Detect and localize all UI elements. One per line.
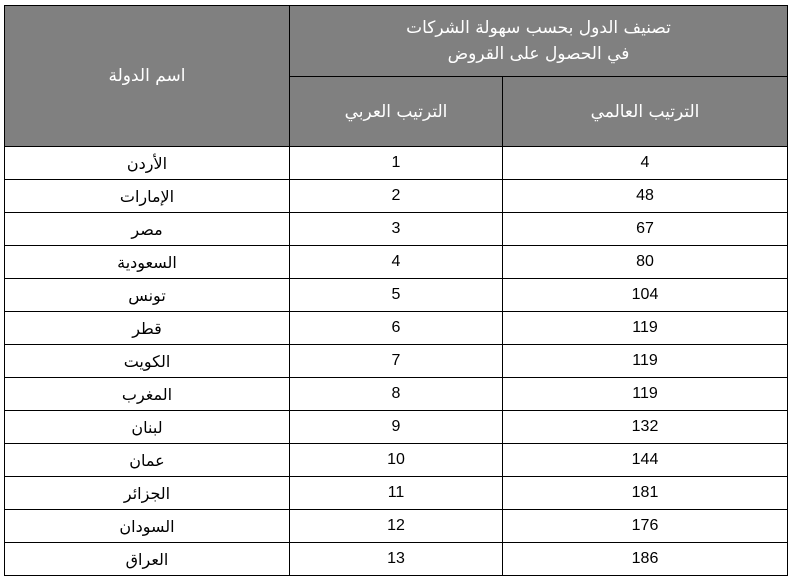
table-title-line-2: في الحصول على القروض bbox=[447, 44, 630, 64]
arab-rank-cell: 7 bbox=[290, 345, 503, 378]
country-name-cell: مصر bbox=[5, 213, 290, 246]
global-rank-cell: 176 bbox=[503, 510, 788, 543]
arab-rank-label: الترتيب العربي bbox=[344, 101, 448, 122]
global-rank-cell: 67 bbox=[503, 213, 788, 246]
global-rank-cell: 119 bbox=[503, 312, 788, 345]
arab-rank-cell: 13 bbox=[290, 543, 503, 576]
table-header bbox=[5, 6, 788, 147]
country-name-cell: عمان bbox=[5, 444, 290, 477]
arab-rank-cell: 3 bbox=[290, 213, 503, 246]
arab-rank-cell: 1 bbox=[290, 147, 503, 180]
arab-rank-cell: 12 bbox=[290, 510, 503, 543]
global-rank-cell: 104 bbox=[503, 279, 788, 312]
table-row bbox=[5, 411, 788, 444]
table-row bbox=[5, 147, 788, 180]
country-name-cell: العراق bbox=[5, 543, 290, 576]
global-rank-cell: 119 bbox=[503, 345, 788, 378]
global-rank-cell: 186 bbox=[503, 543, 788, 576]
country-name-cell: لبنان bbox=[5, 411, 290, 444]
arab-rank-cell: 10 bbox=[290, 444, 503, 477]
arab-rank-cell: 2 bbox=[290, 180, 503, 213]
table-row bbox=[5, 543, 788, 576]
table-row bbox=[5, 378, 788, 411]
arab-rank-cell: 11 bbox=[290, 477, 503, 510]
table-row bbox=[5, 279, 788, 312]
country-ranking-table bbox=[4, 5, 788, 576]
country-name-cell: الكويت bbox=[5, 345, 290, 378]
country-name-cell: الجزائر bbox=[5, 477, 290, 510]
country-name-cell: الإمارات bbox=[5, 180, 290, 213]
table-row bbox=[5, 180, 788, 213]
country-column-label: اسم الدولة bbox=[108, 66, 186, 86]
arab-rank-column-header bbox=[290, 77, 503, 147]
arab-rank-cell: 9 bbox=[290, 411, 503, 444]
arab-rank-cell: 8 bbox=[290, 378, 503, 411]
header-row-top bbox=[5, 6, 788, 77]
country-name-cell: السودان bbox=[5, 510, 290, 543]
country-name-cell: قطر bbox=[5, 312, 290, 345]
global-rank-cell: 132 bbox=[503, 411, 788, 444]
table-row bbox=[5, 345, 788, 378]
table-row bbox=[5, 444, 788, 477]
arab-rank-cell: 6 bbox=[290, 312, 503, 345]
global-rank-label: الترتيب العالمي bbox=[590, 101, 700, 122]
global-rank-cell: 181 bbox=[503, 477, 788, 510]
arab-rank-cell: 5 bbox=[290, 279, 503, 312]
table-row bbox=[5, 213, 788, 246]
country-name-cell: الأردن bbox=[5, 147, 290, 180]
table-row bbox=[5, 477, 788, 510]
global-rank-cell: 4 bbox=[503, 147, 788, 180]
country-name-cell: المغرب bbox=[5, 378, 290, 411]
country-column-header bbox=[5, 6, 290, 147]
table-row bbox=[5, 246, 788, 279]
table-body bbox=[5, 147, 788, 576]
table-title bbox=[290, 6, 788, 77]
country-name-cell: السعودية bbox=[5, 246, 290, 279]
global-rank-cell: 144 bbox=[503, 444, 788, 477]
global-rank-cell: 48 bbox=[503, 180, 788, 213]
table-row bbox=[5, 510, 788, 543]
global-rank-column-header bbox=[503, 77, 788, 147]
country-name-cell: تونس bbox=[5, 279, 290, 312]
arab-rank-cell: 4 bbox=[290, 246, 503, 279]
global-rank-cell: 80 bbox=[503, 246, 788, 279]
table-title-line-1: تصنيف الدول بحسب سهولة الشركات bbox=[406, 18, 671, 38]
table-row bbox=[5, 312, 788, 345]
global-rank-cell: 119 bbox=[503, 378, 788, 411]
